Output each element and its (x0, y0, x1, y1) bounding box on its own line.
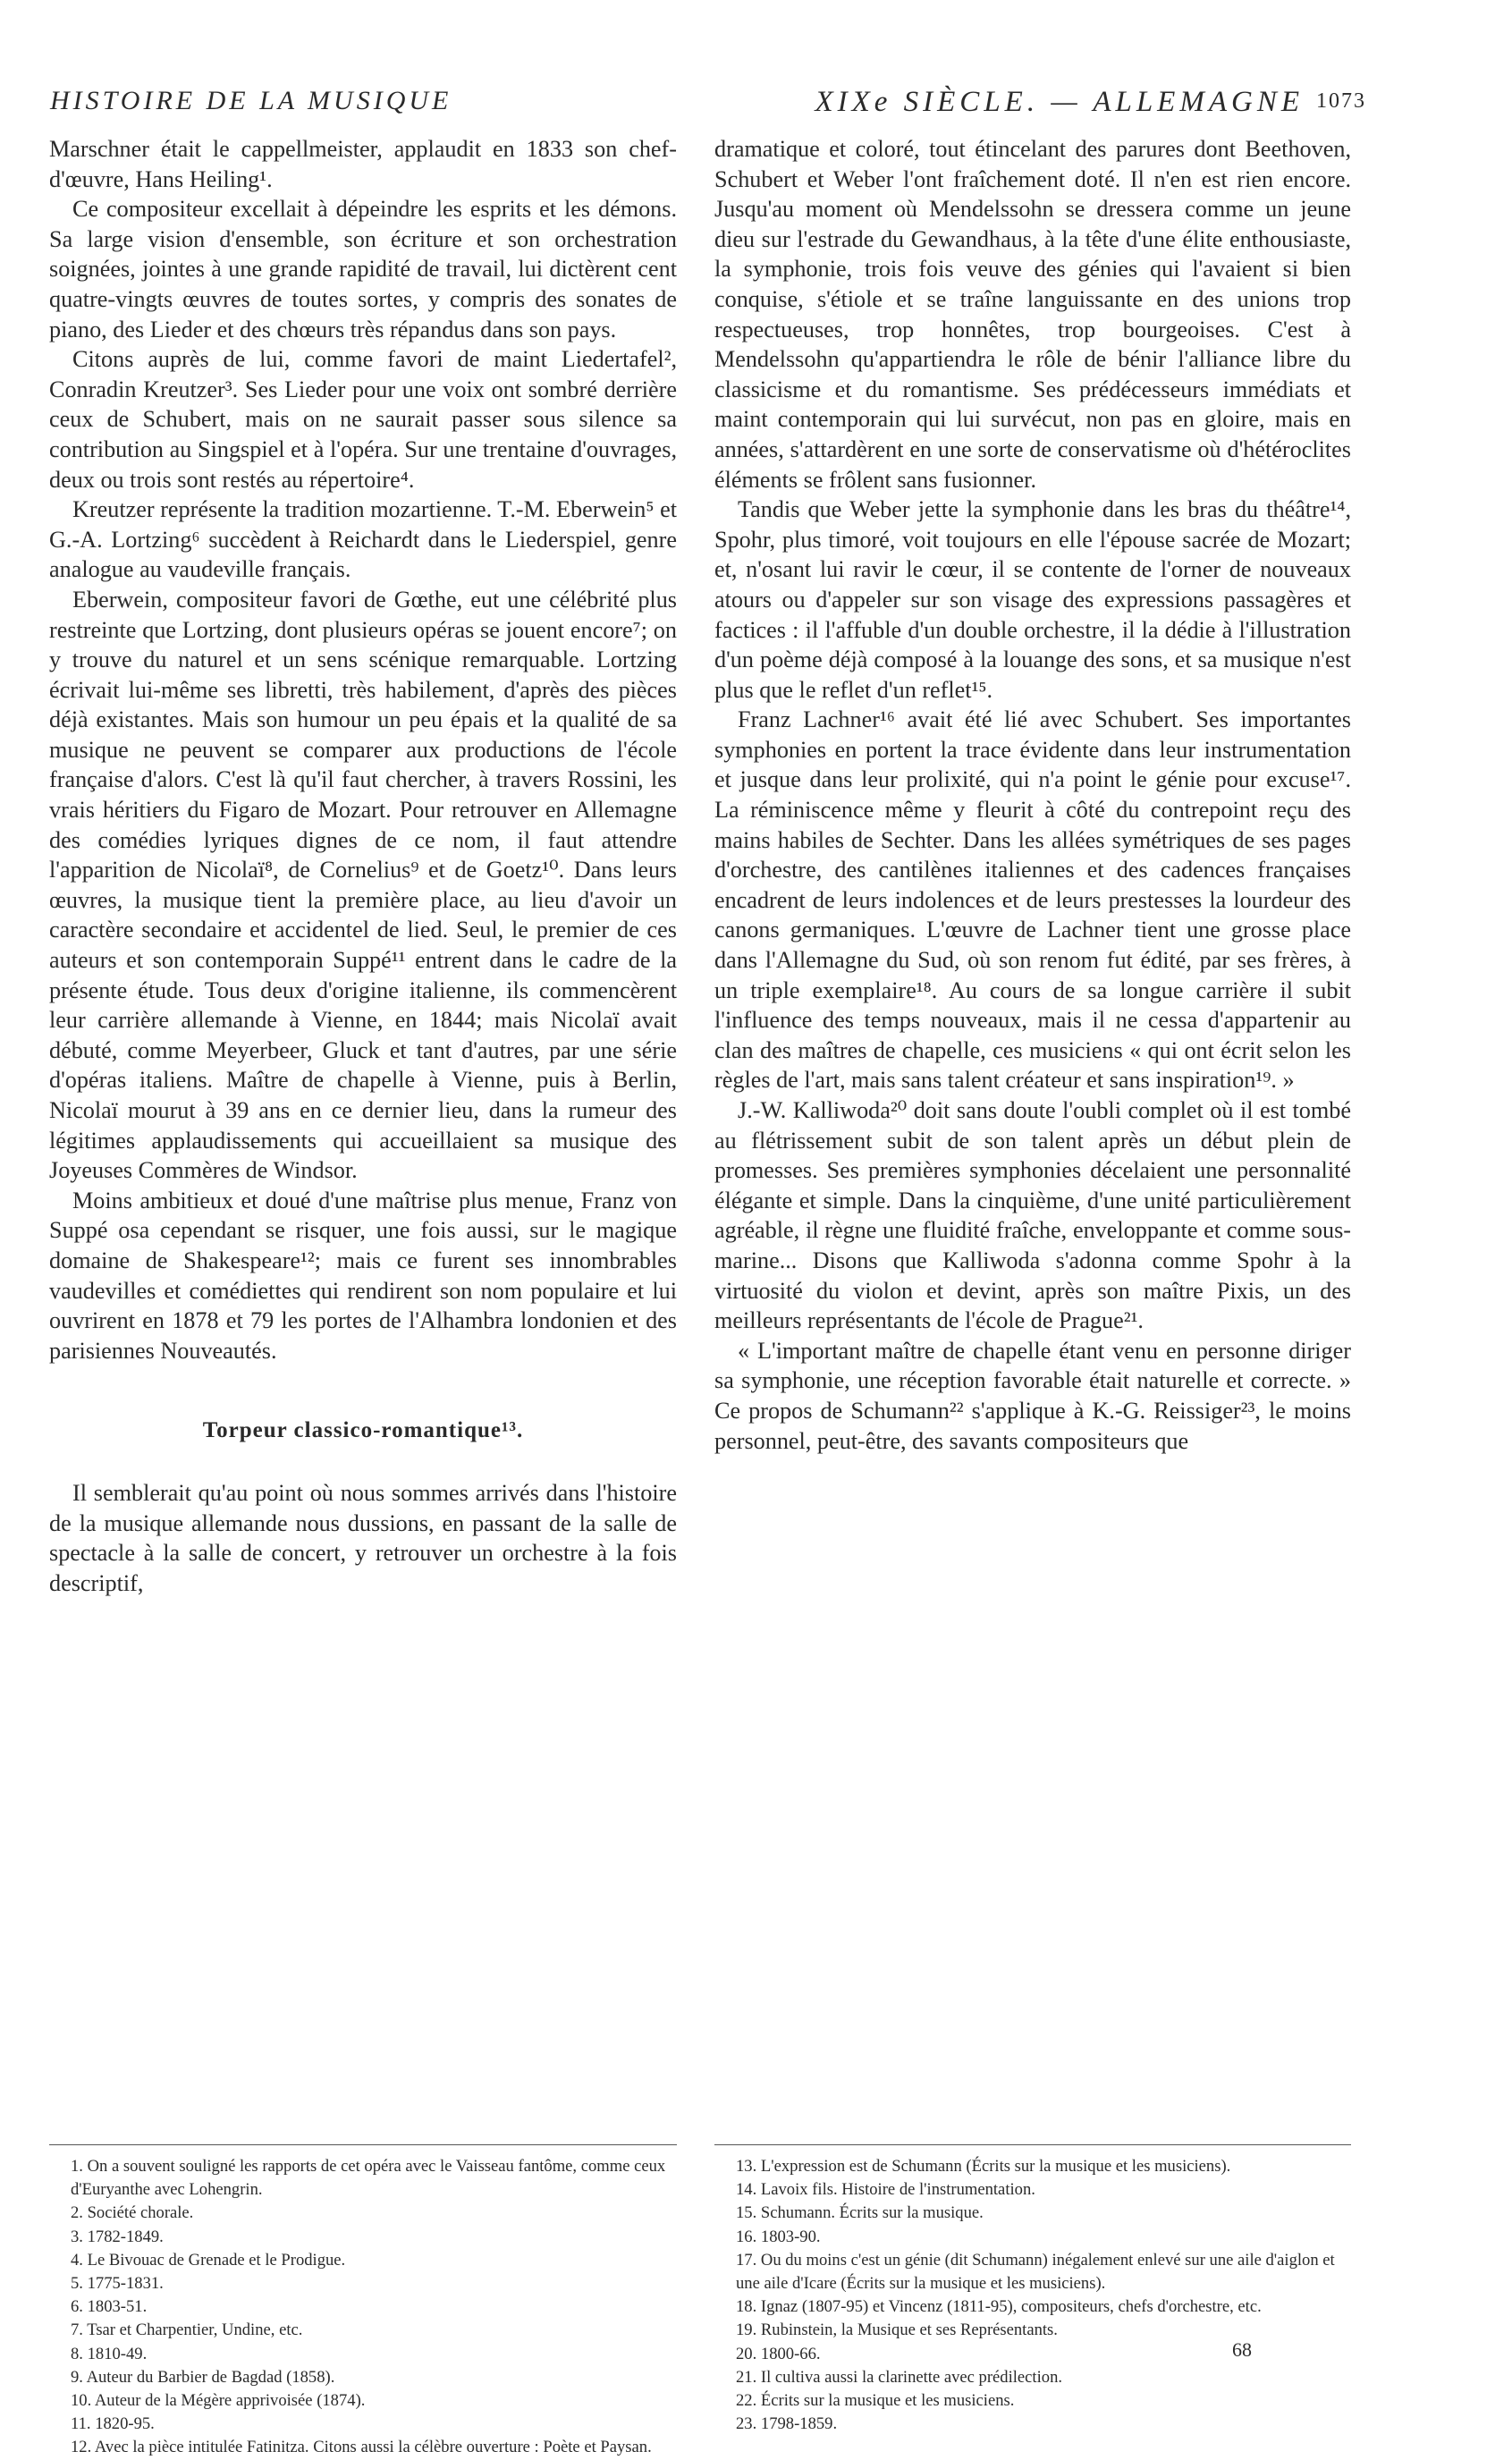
running-header (50, 86, 1366, 129)
footnote: 4. Le Bivouac de Grenade et le Prodigue. (71, 2250, 346, 2270)
footnote: 16. 1803-90. (736, 2227, 821, 2246)
footnote: 8. 1810-49. (71, 2344, 148, 2363)
footnote: 6. 1803-51. (71, 2297, 148, 2317)
right-paragraph: J.-W. Kalliwoda²⁰ doit sans doute l'oubli complet où il est tombé au flétrissement subit de son talent après un début plein de promesses. Ses premières symphonies décelaient une personnalité élégante et simple. Dans la cinquième, d'une unité particulièrement agréable, il règne une fluidité fraîche, enveloppante et comme sous-marine... Disons que Kalliwoda s'adonna comme Spohr à la virtuosité du violon et devint, après son maître Pixis, un des meilleurs représentants de l'école de Prague²¹. (714, 1097, 1351, 1334)
footnote: 2. Société chorale. (71, 2203, 194, 2223)
footnote: 11. 1820-95. (71, 2414, 155, 2434)
footnote-rule-right (714, 2144, 1351, 2145)
footnote: 3. 1782-1849. (71, 2227, 164, 2246)
footnote: 23. 1798-1859. (736, 2414, 838, 2434)
footnote: 19. Rubinstein, la Musique et ses Représentants. (736, 2321, 1058, 2340)
header-right: XIXe SIÈCLE. — ALLEMAGNE (815, 86, 1304, 118)
footnotes-right (714, 2155, 1351, 2436)
left-column (49, 134, 677, 1598)
right-column (714, 134, 1351, 1456)
left-paragraph: Citons auprès de lui, comme favori de maint Liedertafel², Conradin Kreutzer³. Ses Lieder pour une voix ont sombré derrière ceux de Schubert, mais on ne saurait passer sous silence sa contribution au Singspiel et à l'opéra. Sur une trentaine d'ouvrages, deux ou trois sont restés au répertoire⁴. (49, 346, 677, 493)
left-paragraph: Il semblerait qu'au point où nous sommes arrivés dans l'histoire de la musique allemande nous dussions, en passant de la salle de spectacle à la salle de concert, y retrouver un orchestre à la fois descriptif, (49, 1479, 677, 1596)
right-paragraph: « L'important maître de chapelle étant venu en personne diriger sa symphonie, une réception favorable était naturelle et correcte. » Ce propos de Schumann²² s'applique à K.-G. Reissiger²³, le moins personnel, peut-être, des savants compositeurs que (714, 1337, 1351, 1454)
footnotes-left (49, 2155, 677, 2460)
left-paragraph: Kreutzer représente la tradition mozartienne. T.-M. Eberwein⁵ et G.-A. Lortzing⁶ succèdent à Reichardt dans le Liederspiel, genre analogue au vaudeville français. (49, 496, 677, 583)
footnote-rule-left (49, 2144, 677, 2145)
footnote: 15. Schumann. Écrits sur la musique. (736, 2203, 984, 2223)
footnote: 22. Écrits sur la musique et les musiciens. (736, 2391, 1015, 2411)
right-paragraph: Tandis que Weber jette la symphonie dans les bras du théâtre¹⁴, Spohr, plus timoré, voit toujours en elle l'épouse sacrée de Mozart; et, n'osant lui ravir le cœur, il se contente de l'orner de nouveaux atours ou d'appeler sur son visage des expressions passagères et factices : il l'affuble d'un double orchestre, il la dédie à l'illustration d'un poème déjà composé à la louange des sons, et sa musique n'est plus que le reflet d'un reflet¹⁵. (714, 496, 1351, 703)
signature-mark: 68 (1232, 2338, 1252, 2361)
left-paragraph: Marschner était le cappellmeister, applaudit en 1833 son chef-d'œuvre, Hans Heiling¹. (49, 136, 677, 192)
footnote: 13. L'expression est de Schumann (Écrits sur la musique et les musiciens). (736, 2157, 1231, 2176)
footnote: 12. Avec la pièce intitulée Fatinitza. Citons aussi la célèbre ouverture : Poète et Paysan. (71, 2438, 652, 2457)
footnote: 14. Lavoix fils. Histoire de l'instrumentation. (736, 2180, 1035, 2200)
footnote: 9. Auteur du Barbier de Bagdad (1858). (71, 2367, 335, 2387)
footnote: 17. Ou du moins c'est un génie (dit Schumann) inégalement enlevé sur une aile d'aiglon et une aile d'Icare (Écrits sur la musique et les musiciens). (736, 2250, 1335, 2294)
footnote: 18. Ignaz (1807-95) et Vincenz (1811-95), compositeurs, chefs d'orchestre, etc. (736, 2297, 1262, 2317)
footnote: 21. Il cultiva aussi la clarinette avec prédilection. (736, 2367, 1063, 2387)
footnote: 7. Tsar et Charpentier, Undine, etc. (71, 2321, 303, 2340)
right-paragraph: Franz Lachner¹⁶ avait été lié avec Schubert. Ses importantes symphonies en portent la trace évidente dans leur instrumentation et jusque dans leur prolixité, qui n'a point le génie pour excuse¹⁷. La réminiscence même y fleurit à côté du contrepoint reçu des mains habiles de Sechter. Dans les allées symétriques de ses pages d'orchestre, des cantilènes italiennes et des cadences françaises encadrent de leurs indolences et de leurs prestesses la lourdeur des canons germaniques. L'œuvre de Lachner tient une grosse place dans l'Allemagne du Sud, où son renom fut édité, par ses frères, à un triple exemplaire¹⁸. Au cours de sa longue carrière il subit l'influence des temps nouveaux, mais il ne cessa d'appartenir au clan des maîtres de chapelle, ces musiciens « qui ont écrit selon les règles de l'art, mais sans talent créateur et sans inspiration¹⁹. » (714, 706, 1351, 1094)
footnote: 10. Auteur de la Mégère apprivoisée (1874). (71, 2391, 366, 2411)
header-left: HISTOIRE DE LA MUSIQUE (50, 86, 452, 115)
right-paragraph: dramatique et coloré, tout étincelant des parures dont Beethoven, Schubert et Weber l'ont fraîchement doté. Il n'en est rien encore. Jusqu'au moment où Mendelssohn se dressera comme un jeune dieu sur l'estrade du Gewandhaus, à la tête d'une élite enthousiaste, la symphonie, trois fois veuve des génies qui l'avaient si bien conquise, s'étiole et se traîne languissante en des unions trop respectueuses, trop honnêtes, trop bourgeoises. C'est à Mendelssohn qu'appartiendra le rôle de bénir l'alliance libre du classicisme et du romantisme. Ses prédécesseurs immédiats et maint contemporain qui lui survécut, non pas en gloire, mais en années, s'attardèrent en une sorte de conservatisme où d'hétéroclites éléments se frôlent sans fusionner. (714, 136, 1351, 493)
footnote: 1. On a souvent souligné les rapports de cet opéra avec le Vaisseau fantôme, comme ceux d'Euryanthe avec Lohengrin. (71, 2157, 666, 2200)
left-paragraph: Ce compositeur excellait à dépeindre les esprits et les démons. Sa large vision d'ensemble, son écriture et son orchestration soignées, jointes à une grande rapidité de travail, lui dictèrent cent quatre-vingts œuvres de toutes sortes, y compris des sonates de piano, des Lieder et des chœurs très répandus dans son pays. (49, 196, 677, 342)
page-number: 1073 (1316, 89, 1366, 113)
left-paragraph: Moins ambitieux et doué d'une maîtrise plus menue, Franz von Suppé osa cependant se risquer, une fois aussi, sur le magique domaine de Shakespeare¹²; mais ce furent ses innombrables vaudevilles et comédiettes qui rendirent son nom populaire et lui ouvrirent en 1878 et 79 les portes de l'Alhambra londonien et des parisiennes Nouveautés. (49, 1187, 677, 1364)
footnote: 20. 1800-66. (736, 2344, 821, 2363)
section-title: Torpeur classico-romantique¹³. (202, 1418, 524, 1443)
footnote: 5. 1775-1831. (71, 2274, 164, 2294)
left-paragraph: Eberwein, compositeur favori de Gœthe, eut une célébrité plus restreinte que Lortzing, dont plusieurs opéras se jouent encore⁷; on y trouve du naturel et un sens scénique remarquable. Lortzing écrivait lui-même ses libretti, très habilement, d'après des pièces déjà existantes. Mais son humour un peu épais et la qualité de sa musique ne peuvent se comparer aux productions de l'école française d'alors. C'est là qu'il faut chercher, à travers Rossini, les vrais héritiers du Figaro de Mozart. Pour retrouver en Allemagne des comédies lyriques dignes de ce nom, il faut attendre l'apparition de Nicolaï⁸, de Cornelius⁹ et de Goetz¹⁰. Dans leurs œuvres, la musique tient la première place, au lieu d'avoir un caractère secondaire et accidentel de lied. Seul, le premier de ces auteurs et son contemporain Suppé¹¹ entrent dans le cadre de la présente étude. Tous deux d'origine italienne, ils commencèrent leur carrière allemande à Vienne, en 1844; mais Nicolaï avait débuté, comme Meyerbeer, Gluck et tant d'autres, par une série d'opéras italiens. Maître de chapelle à Vienne, puis à Berlin, Nicolaï mourut à 39 ans en ce dernier lieu, dans la rumeur des légitimes applaudissements qui accueillaient sa musique des Joyeuses Commères de Windsor. (49, 586, 677, 1184)
